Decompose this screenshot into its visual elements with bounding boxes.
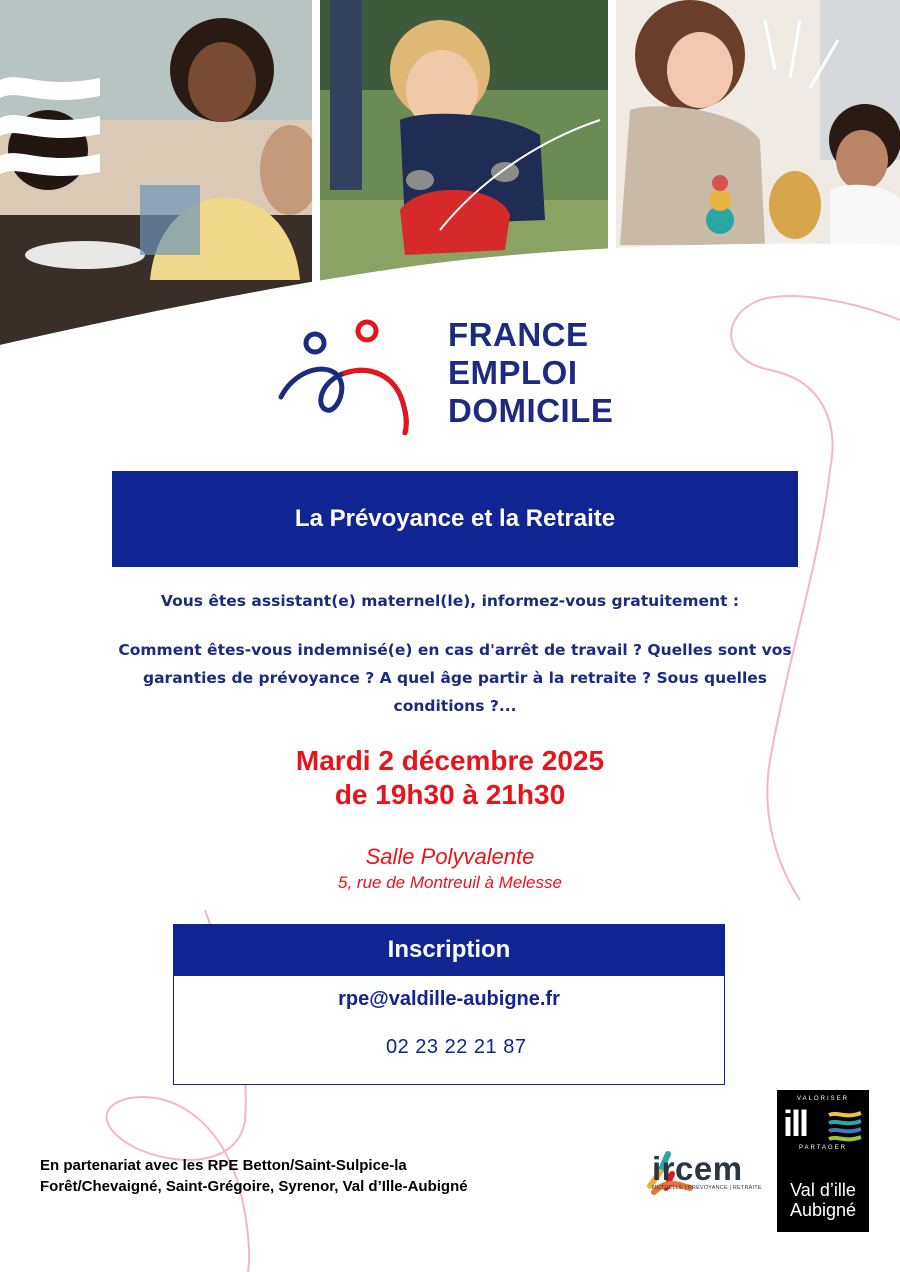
partner-line-1: En partenariat avec les RPE Betton/Saint-Sulpice-la bbox=[40, 1157, 407, 1174]
event-venue bbox=[0, 843, 900, 895]
contact-email-link[interactable]: rpe@valdille-aubigne.fr bbox=[338, 988, 560, 1010]
event-time: de 19h30 à 21h30 bbox=[334, 779, 566, 810]
vdi-middle-word: PARTAGER bbox=[798, 1145, 847, 1151]
venue-address: 5, rue de Montreuil à Melesse bbox=[338, 873, 562, 892]
vdi-name-line-1: Val d’ille bbox=[790, 1180, 856, 1200]
event-date: Mardi 2 décembre 2025 bbox=[295, 745, 605, 776]
france-emploi-domicile-wordmark bbox=[448, 316, 613, 430]
vdi-name-line-2: Aubigné bbox=[789, 1200, 857, 1220]
inscription-box bbox=[173, 976, 725, 1085]
ircem-tagline: MUTUELLE | PRÉVOYANCE | RETRAITE bbox=[652, 1185, 762, 1191]
page-title: La Prévoyance et la Retraite bbox=[294, 505, 616, 532]
event-datetime bbox=[0, 744, 900, 812]
partnership-text bbox=[40, 1155, 580, 1197]
title-banner bbox=[112, 471, 798, 567]
ircem-wordmark: ircem bbox=[652, 1150, 743, 1187]
contact-phone[interactable]: 02 23 22 21 87 bbox=[386, 1036, 527, 1058]
val-dille-aubigne-logo bbox=[777, 1090, 869, 1232]
partner-line-2: Forêt/Chevaigné, Saint-Grégoire, Syrenor, Val d’Ille-Aubigné bbox=[40, 1178, 468, 1195]
inscription-header bbox=[173, 924, 725, 976]
brand-line-3: DOMICILE bbox=[448, 392, 614, 429]
questions-text: Comment êtes-vous indemnisé(e) en cas d'arrêt de travail ? Quelles sont vos garanties de prévoyance ? A quel âge partir à la retraite ? Sous quelles conditions ?... bbox=[118, 641, 792, 715]
vdi-top-word: VALORISER bbox=[797, 1096, 849, 1102]
brand-line-2: EMPLOI bbox=[448, 354, 578, 391]
waves-icon bbox=[827, 1110, 863, 1142]
brand-line-1: FRANCE bbox=[448, 316, 589, 353]
intro-text: Vous êtes assistant(e) maternel(le), informez-vous gratuitement : bbox=[160, 592, 740, 610]
inscription-heading: Inscription bbox=[387, 936, 511, 963]
venue-name: Salle Polyvalente bbox=[365, 844, 535, 869]
photo-banner bbox=[0, 0, 900, 345]
vdi-mark: ill bbox=[783, 1103, 808, 1144]
